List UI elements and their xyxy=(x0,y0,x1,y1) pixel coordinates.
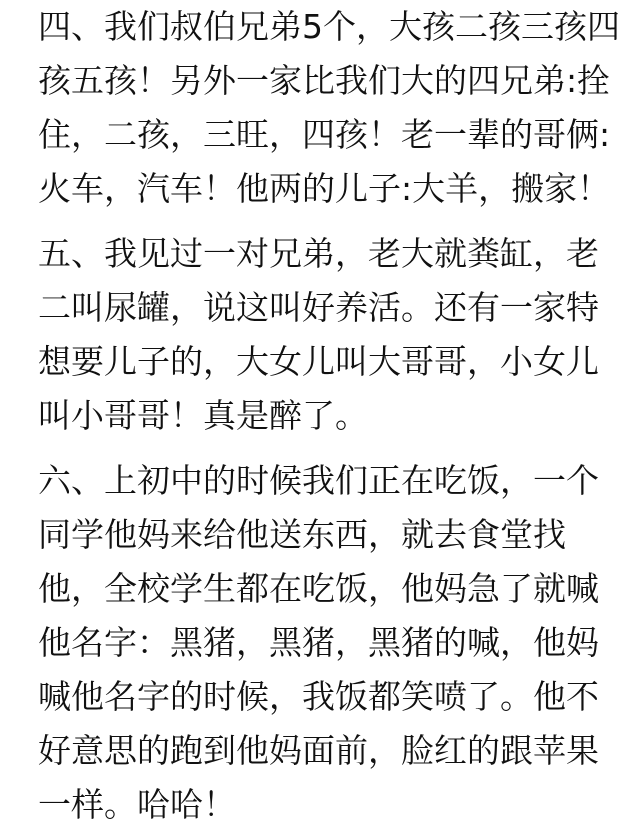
paragraph-five xyxy=(38,227,618,443)
text-line: 同学他妈来给他送东西，就去食堂找 xyxy=(38,515,566,554)
paragraph-six xyxy=(38,454,618,832)
text-line: 二叫尿罐，说这叫好养活。还有一家特 xyxy=(38,288,599,327)
text-line: 他名字：黑猪，黑猪，黑猪的喊，他妈 xyxy=(38,623,599,662)
text-line: 叫小哥哥！真是醉了。 xyxy=(38,396,368,435)
text-line: 喊他名字的时候，我饭都笑喷了。他不 xyxy=(38,677,599,716)
text-line: 五、我见过一对兄弟，老大就粪缸，老 xyxy=(38,234,599,273)
text-line: 孩五孩！另外一家比我们大的四兄弟:拴 xyxy=(38,61,611,100)
text-line: 六、上初中的时候我们正在吃饭，一个 xyxy=(38,461,599,500)
text-line: 想要儿子的，大女儿叫大哥哥，小女儿 xyxy=(38,342,599,381)
text-line: 他，全校学生都在吃饭，他妈急了就喊 xyxy=(38,569,599,608)
text-line: 好意思的跑到他妈面前，脸红的跟苹果 xyxy=(38,731,599,770)
text-line: 火车，汽车！他两的儿子:大羊，搬家！ xyxy=(38,169,611,208)
paragraph-four xyxy=(38,0,618,216)
text-line: 住，二孩，三旺，四孩！老一辈的哥俩: xyxy=(38,115,611,154)
text-line: 四、我们叔伯兄弟5个，大孩二孩三孩四 xyxy=(38,7,620,46)
text-line: 一样。哈哈！ xyxy=(38,785,236,824)
